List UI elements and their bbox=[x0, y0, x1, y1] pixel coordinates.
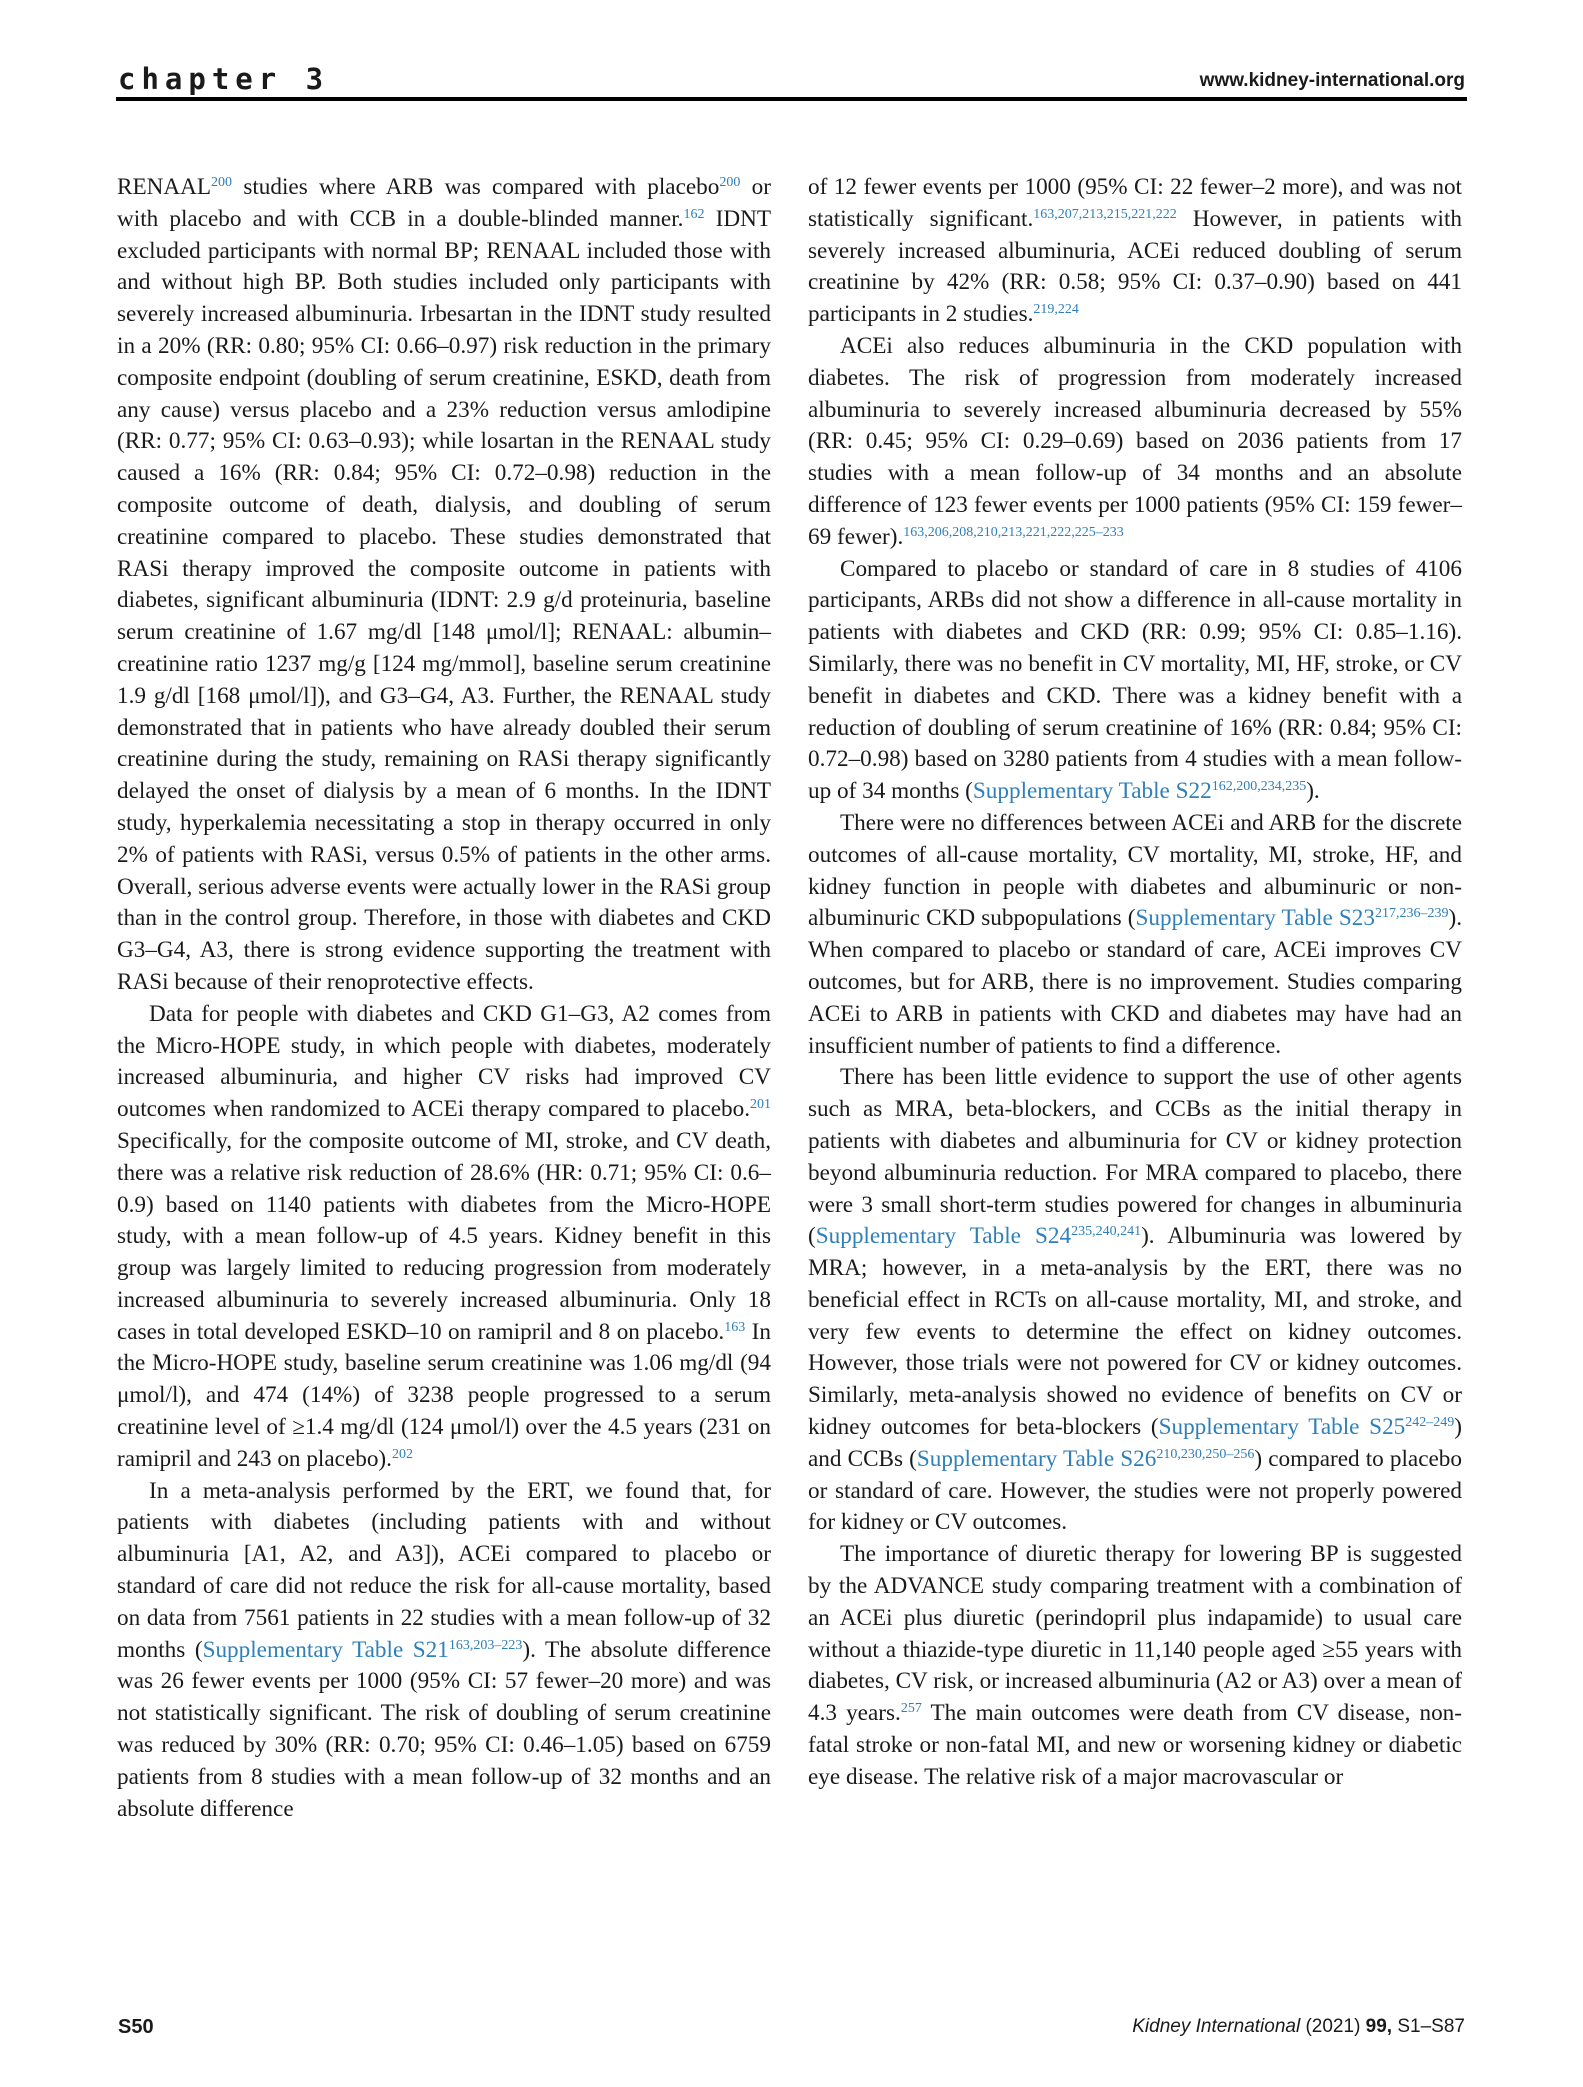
journal-url-link[interactable]: www.kidney-international.org bbox=[1199, 70, 1465, 91]
right-paragraph-2: ACEi also reduces albuminuria in the CKD population with diabetes. The risk of progression from moderately increased albuminuria to severely increased albuminuria decreased by 55% (RR: 0.45; 95% CI: 0.29–0.69) based on 2036 patients from 17 studies with a mean follow-up of 34 months and an absolute difference of 123 fewer events per 1000 patients (95% CI: 159 fewer–69 fewer).$^{163,206,208,210,213,221,222,225-233}$ bbox=[808, 332, 1462, 550]
reference-162[interactable]: 162 bbox=[683, 206, 705, 222]
left-paragraph-3: In a meta-analysis performed by the ERT, we found that, for patients with diabetes (including patients with and without albuminuria [A1, A2, and A3]), ACEi compared to placebo or standard of care did not reduce the risk for all-cause mortality, based on data from 7561 patients in 22 studies with a mean follow-up of 32 months (Supplementary Table S21$^{163,203-223}$). The absolute difference was 26 fewer events per 1000 (95% CI: 57 fewer–20 more) and was not statistically significant. The risk of doubling of serum creatinine was reduced by 30% (RR: 0.70; 95% CI: 0.46–1.05) based on 6759 patients from 8 studies with a mean follow-up of 32 months and an absolute difference bbox=[117, 1477, 771, 1822]
journal-volume: 99, bbox=[1365, 2016, 1393, 2037]
reference-162-200[interactable]: 162,200,234,235 bbox=[1211, 779, 1307, 795]
reference-163[interactable]: 163 bbox=[724, 1319, 746, 1335]
reference-257[interactable]: 257 bbox=[900, 1701, 922, 1717]
reference-219-224[interactable]: 219,224 bbox=[1033, 302, 1079, 318]
reference-200[interactable]: 200 bbox=[211, 175, 233, 190]
left-paragraph-1: RENAAL$^{200}$ studies where ARB was compared with placebo$^{200}$ or with placebo and with CCB in a double-blinded manner.$^{162}$ IDNT excluded participants with normal BP; RENAAL included those with and without high BP. Both studies included only participants with severely increased albuminuria. Irbesartan in the IDNT study resulted in a 20% (RR: 0.80; 95% CI: 0.66–0.97) risk reduction in the primary composite endpoint (doubling of serum creatinine, ESKD, death from any cause) versus placebo and a 23% reduction versus amlodipine (RR: 0.77; 95% CI: 0.63–0.93); while losartan in the RENAAL study caused a 16% (RR: 0.84; 95% CI: 0.72–0.98) reduction in the composite outcome of death, dialysis, and doubling of serum creatinine compared to placebo. These studies demonstrated that RASi therapy improved the composite outcome in patients with diabetes, significant albuminuria (IDNT: 2.9 g/d proteinuria, baseline serum creatinine of 1.67 mg/dl [148 μmol/l]; RENAAL: albumin–creatinine ratio 1237 mg/g [124 mg/mmol], baseline serum creatinine 1.9 g/dl [168 μmol/l]), and G3–G4, A3. Further, the RENAAL study demonstrated that in patients who have already doubled their serum creatinine during the study, remaining on RASi therapy significantly delayed the onset of dialysis by a mean of 6 months. In the IDNT study, hyperkalemia necessitating a stop in therapy occurred in only 2% of patients with RASi, versus 0.5% of patients in the other arms. Overall, serious adverse events were actually lower in the RASi group than in the control group. Therefore, in those with diabetes and CKD G3–G4, A3, there is strong evidence supporting the treatment with RASi because of their renoprotective effects. bbox=[117, 174, 771, 995]
right-paragraph-6: The importance of diuretic therapy for lowering BP is suggested by the ADVANCE study comparing treatment with a combination of an ACEi plus diuretic (perindopril plus indapamide) to usual care without a thiazide-type diuretic in 11,140 people aged ≥55 years with diabetes, CV risk, or increased albuminuria (A2 or A3) over a mean of 4.3 years.$^{257}$ The main outcomes were death from CV disease, non-fatal stroke or non-fatal MI, and new or worsening kidney or diabetic eye disease. The relative risk of a major macrovascular or bbox=[808, 1541, 1462, 1790]
reference-217-236[interactable]: 217,236–239 bbox=[1374, 906, 1449, 922]
reference-202[interactable]: 202 bbox=[391, 1446, 413, 1462]
supplementary-table-s25-link[interactable]: Supplementary Table S25 bbox=[1158, 1414, 1406, 1441]
reference-163-207[interactable]: 163,207,213,215,221,222 bbox=[1033, 206, 1177, 222]
supplementary-table-s21-link[interactable]: Supplementary Table S21 bbox=[202, 1636, 449, 1663]
right-paragraph-3: Compared to placebo or standard of care in 8 studies of 4106 participants, ARBs did not show a difference in all-cause mortality in patients with diabetes and CKD (RR: 0.99; 95% CI: 0.85–1.16). Similarly, there was no benefit in CV mortality, MI, HF, stroke, or CV benefit in diabetes and CKD. There was a kidney benefit with a reduction of doubling of serum creatinine of 16% (RR: 0.84; 95% CI: 0.72–0.98) based on 3280 patients from 4 studies with a mean follow-up of 34 months (Supplementary Table S22$^{162,200,234,235}$). bbox=[808, 555, 1462, 805]
right-paragraph-5: There has been little evidence to support the use of other agents such as MRA, beta-blockers, and CCBs as the initial therapy in patients with diabetes and albuminuria for CV or kidney protection beyond albuminuria reduction. For MRA compared to placebo, there were 3 small short-term studies powered for changes in albuminuria (Supplementary Table S24$^{235,240,241}$). Albuminuria was lowered by MRA; however, in a meta-analysis by the ERT, there was no beneficial effect in RCTs on all-cause mortality, MI, and stroke, and very few events to determine the effect on kidney outcomes. However, those trials were not powered for CV or kidney outcomes. Similarly, meta-analysis showed no evidence of benefits on CV or kidney outcomes for beta-blockers (Supplementary Table S25$^{242-249}$) and CCBs (Supplementary Table S26$^{210,230,250-256}$) compared to placebo or standard of care. However, the studies were not properly powered for kidney or CV outcomes. bbox=[808, 1064, 1462, 1536]
reference-201[interactable]: 201 bbox=[750, 1097, 771, 1113]
supplementary-table-s23-link[interactable]: Supplementary Table S23 bbox=[1135, 905, 1375, 932]
right-column bbox=[808, 172, 1462, 1972]
supplementary-table-s22-link[interactable]: Supplementary Table S22 bbox=[972, 778, 1212, 805]
reference-242-249[interactable]: 242–249 bbox=[1405, 1415, 1455, 1431]
right-paragraph-4: There were no differences between ACEi and ARB for the discrete outcomes of all-cause mortality, CV mortality, MI, stroke, HF, and kidney function in people with diabetes and albuminuric or non-albuminuric CKD subpopulations (Supplementary Table S23$^{217,236-239}$). When compared to placebo or standard of care, ACEi improves CV outcomes, but for ARB, there is no improvement. Studies comparing ACEi to ARB in patients with CKD and diabetes may have had an insufficient number of patients to find a difference. bbox=[808, 809, 1462, 1059]
left-paragraph-2: Data for people with diabetes and CKD G1–G3, A2 comes from the Micro-HOPE study, in which people with diabetes, moderately increased albuminuria, and higher CV risks had improved CV outcomes when randomized to ACEi therapy compared to placebo.$^{201}$ Specifically, for the composite outcome of MI, stroke, and CV death, there was a relative risk reduction of 28.6% (HR: 0.71; 95% CI: 0.6–0.9) based on 1140 patients with diabetes from the Micro-HOPE study, with a mean follow-up of 4.5 years. Kidney benefit in this group was largely limited to reducing progression from moderately increased albuminuria to severely increased albuminuria. Only 18 cases in total developed ESKD–10 on ramipril and 8 on placebo.$^{163}$ In the Micro-HOPE study, baseline serum creatinine was 1.06 mg/dl (94 μmol/l), and 474 (14%) of 3238 people progressed to a serum creatinine level of ≥1.4 mg/dl (124 μmol/l) over the 4.5 years (231 on ramipril and 243 on placebo).$^{202}$ bbox=[117, 1000, 771, 1472]
journal-name: Kidney International bbox=[1132, 2016, 1301, 2037]
reference-235-240[interactable]: 235,240,241 bbox=[1071, 1224, 1142, 1240]
left-column bbox=[117, 172, 771, 1972]
right-paragraph-1: of 12 fewer events per 1000 (95% CI: 22 fewer–2 more), and was not statistically significant.$^{163,207,213,215,221,222}$ However, in patients with severely increased albuminuria, ACEi reduced doubling of serum creatinine by 42% (RR: 0.58; 95% CI: 0.37–0.90) based on 441 participants in 2 studies.$^{219,224}$ bbox=[808, 174, 1463, 328]
supplementary-table-s26-link[interactable]: Supplementary Table S26 bbox=[916, 1445, 1157, 1472]
journal-year: (2021) bbox=[1305, 2016, 1361, 2037]
page-number: S50 bbox=[118, 2016, 154, 2038]
reference-163-206[interactable]: 163,206,208,210,213,221,222,225–233 bbox=[903, 524, 1124, 540]
reference-163-203-223[interactable]: 163,203–223 bbox=[448, 1637, 523, 1653]
supplementary-table-s24-link[interactable]: Supplementary Table S24 bbox=[815, 1223, 1072, 1250]
reference-200[interactable]: 200 bbox=[719, 175, 741, 190]
journal-pages: S1–S87 bbox=[1397, 2016, 1465, 2037]
journal-citation bbox=[1132, 2016, 1465, 2038]
header-rule bbox=[116, 97, 1467, 101]
chapter-label: chapter 3 bbox=[118, 62, 330, 96]
reference-210-230[interactable]: 210,230,250–256 bbox=[1156, 1446, 1255, 1462]
